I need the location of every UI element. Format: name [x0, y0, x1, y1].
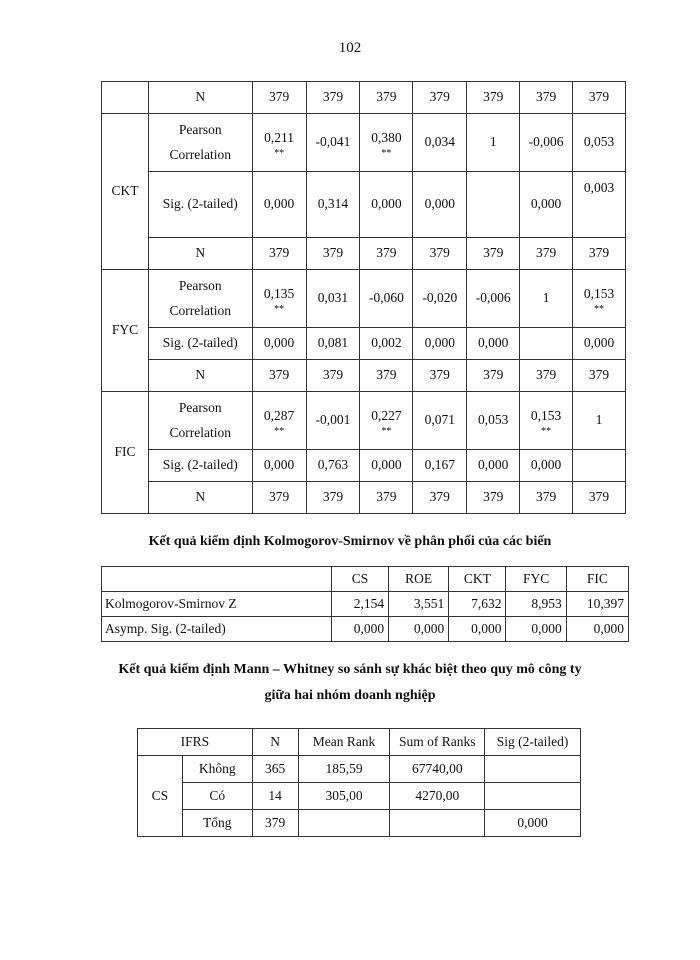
- value-cell: [252, 238, 306, 270]
- value-text: 379: [268, 489, 290, 505]
- value-text: 379: [535, 89, 557, 105]
- table-row: [102, 617, 629, 642]
- significance-stars: **: [381, 425, 392, 437]
- value-text: 1: [489, 134, 497, 150]
- value-cell: [573, 238, 626, 270]
- value-text: 0,002: [371, 335, 402, 351]
- value-cell: [573, 482, 626, 514]
- value-cell: [520, 328, 573, 360]
- header-row: [102, 567, 629, 592]
- value-cell: [520, 114, 573, 172]
- value-cell: [573, 450, 626, 482]
- value-text: 0,000: [530, 457, 562, 473]
- value-cell: [252, 172, 306, 238]
- value-text: 0,000: [371, 196, 402, 212]
- value-cell: [467, 450, 520, 482]
- value-cell: [413, 172, 467, 238]
- table-row: [102, 82, 626, 114]
- value-text: 0,031: [317, 290, 349, 306]
- value-cell: 4270,00: [390, 783, 485, 810]
- value-cell: [252, 270, 306, 328]
- value-cell: [413, 238, 467, 270]
- value-text: 0,211: [264, 130, 295, 146]
- stat-label-cell: Pearson Correlation: [148, 270, 252, 328]
- value-text: 379: [322, 89, 344, 105]
- value-cell: [573, 360, 626, 392]
- value-cell: [573, 392, 626, 450]
- value-text: 379: [535, 489, 557, 505]
- value-cell: [306, 172, 360, 238]
- table-row: [102, 328, 626, 360]
- value-text: 0,000: [263, 335, 295, 351]
- value-cell: [467, 238, 520, 270]
- value-cell: [467, 392, 520, 450]
- table-row: [102, 360, 626, 392]
- value-text: 379: [535, 245, 557, 261]
- value-cell: 0,000: [506, 617, 566, 642]
- value-cell: 2,154: [331, 592, 388, 617]
- value-cell: [360, 482, 413, 514]
- value-cell: [360, 450, 413, 482]
- value-cell: [360, 328, 413, 360]
- value-cell: [413, 328, 467, 360]
- correlation-table: [101, 81, 626, 514]
- value-text: 379: [429, 367, 450, 383]
- value-cell: [252, 482, 306, 514]
- value-cell: 8,953: [506, 592, 566, 617]
- value-cell: [252, 82, 306, 114]
- value-cell: [485, 783, 581, 810]
- value-text: 0,034: [424, 134, 455, 150]
- stat-label-cell: Pearson Correlation: [148, 392, 252, 450]
- value-text: 0,000: [263, 457, 295, 473]
- column-header: CKT: [449, 567, 506, 592]
- value-text: 0,000: [424, 335, 455, 351]
- value-cell: [413, 392, 467, 450]
- variable-cell: CKT: [102, 114, 149, 270]
- value-cell: [520, 392, 573, 450]
- value-text: 379: [376, 489, 397, 505]
- value-cell: [485, 756, 581, 783]
- value-cell: 3,551: [389, 592, 449, 617]
- column-header: FYC: [506, 567, 566, 592]
- value-text: 0,167: [424, 457, 455, 473]
- value-cell: [306, 238, 360, 270]
- column-header: Mean Rank: [298, 729, 390, 756]
- value-cell: [413, 270, 467, 328]
- stat-label-cell: Sig. (2-tailed): [148, 172, 252, 238]
- value-cell: 0,000: [485, 810, 581, 837]
- value-text: 0,380: [371, 130, 402, 146]
- value-text: 379: [376, 367, 397, 383]
- value-cell: [520, 238, 573, 270]
- header-row: [138, 729, 581, 756]
- value-text: 0,000: [478, 457, 509, 473]
- value-cell: [413, 450, 467, 482]
- value-cell: [306, 82, 360, 114]
- column-header: ROE: [389, 567, 449, 592]
- value-text: 379: [588, 489, 610, 505]
- table-row: [138, 810, 581, 837]
- column-header: [102, 567, 332, 592]
- value-text: 379: [322, 489, 344, 505]
- stat-label-cell: N: [148, 238, 252, 270]
- value-cell: [306, 270, 360, 328]
- value-cell: [413, 360, 467, 392]
- value-cell: [467, 360, 520, 392]
- value-text: 379: [588, 367, 610, 383]
- value-cell: [467, 82, 520, 114]
- value-cell: [252, 360, 306, 392]
- value-text: 379: [588, 245, 610, 261]
- value-text: 0,000: [583, 335, 615, 351]
- value-text: 0,227: [371, 408, 402, 424]
- value-text: 379: [535, 367, 557, 383]
- value-cell: [467, 172, 520, 238]
- value-cell: [413, 114, 467, 172]
- table-row: [102, 450, 626, 482]
- variable-cell: FYC: [102, 270, 149, 392]
- value-cell: 67740,00: [390, 756, 485, 783]
- significance-stars: **: [541, 425, 552, 437]
- value-text: 0,135: [263, 286, 295, 302]
- value-cell: [413, 482, 467, 514]
- row-label: Tổng: [182, 810, 252, 837]
- value-text: 0,763: [317, 457, 349, 473]
- value-cell: 14: [252, 783, 298, 810]
- stat-label-cell: Sig. (2-tailed): [148, 328, 252, 360]
- value-cell: [360, 82, 413, 114]
- table-row: [102, 270, 626, 328]
- significance-stars: **: [274, 425, 285, 437]
- value-text: 379: [483, 367, 504, 383]
- value-cell: [360, 360, 413, 392]
- value-cell: [520, 482, 573, 514]
- stat-label-cell: Sig. (2-tailed): [148, 450, 252, 482]
- variable-cell: [102, 82, 149, 114]
- table-row: [138, 756, 581, 783]
- stat-label-cell: N: [148, 82, 252, 114]
- value-text: 0,314: [317, 196, 349, 212]
- value-text: 1: [542, 290, 550, 306]
- value-text: 0,053: [583, 134, 615, 150]
- mw-title-line1: Kết quả kiểm định Mann – Whitney so sánh sự khác biệt theo quy mô công ty: [118, 662, 582, 677]
- value-cell: [306, 360, 360, 392]
- ks-title: Kết quả kiểm định Kolmogorov-Smirnov về phân phối của các biến: [148, 534, 552, 549]
- value-text: 379: [268, 367, 290, 383]
- row-label: Asymp. Sig. (2-tailed): [102, 617, 332, 642]
- value-cell: [520, 82, 573, 114]
- group-cell: CS: [138, 756, 183, 837]
- value-cell: [306, 328, 360, 360]
- stat-label-cell: N: [148, 360, 252, 392]
- value-text: 379: [429, 89, 450, 105]
- value-cell: [467, 328, 520, 360]
- value-text: 0,000: [263, 196, 295, 212]
- row-label: Kolmogorov-Smirnov Z: [102, 592, 332, 617]
- row-label: Không: [182, 756, 252, 783]
- value-cell: [360, 172, 413, 238]
- value-cell: [573, 270, 626, 328]
- value-text: -0,001: [315, 412, 351, 428]
- table-row: [102, 592, 629, 617]
- value-text: 0,153: [583, 286, 615, 302]
- value-cell: [520, 172, 573, 238]
- value-text: 379: [376, 245, 397, 261]
- value-cell: [252, 114, 306, 172]
- value-cell: [298, 810, 390, 837]
- value-cell: [360, 392, 413, 450]
- value-text: -0,020: [422, 290, 458, 306]
- significance-stars: **: [381, 147, 392, 159]
- value-cell: [520, 270, 573, 328]
- value-cell: [467, 482, 520, 514]
- value-text: 379: [376, 89, 397, 105]
- column-header: Sum of Ranks: [390, 729, 485, 756]
- table-row: [102, 392, 626, 450]
- column-header: N: [252, 729, 298, 756]
- value-cell: [306, 482, 360, 514]
- value-cell: 305,00: [298, 783, 390, 810]
- column-header: FIC: [566, 567, 628, 592]
- value-cell: [467, 114, 520, 172]
- value-cell: [520, 360, 573, 392]
- value-cell: 0,000: [331, 617, 388, 642]
- value-text: -0,060: [368, 290, 404, 306]
- significance-stars: **: [594, 303, 605, 315]
- value-text: 379: [322, 367, 344, 383]
- value-text: 0,000: [371, 457, 402, 473]
- value-cell: 365: [252, 756, 298, 783]
- value-cell: [306, 450, 360, 482]
- value-cell: [360, 238, 413, 270]
- value-cell: 379: [252, 810, 298, 837]
- value-text: 0,000: [424, 196, 455, 212]
- value-cell: [573, 172, 626, 238]
- column-header: CS: [331, 567, 388, 592]
- variable-cell: FIC: [102, 392, 149, 514]
- value-text: 0,053: [478, 412, 509, 428]
- page-number: 102: [338, 40, 362, 56]
- value-cell: 10,397: [566, 592, 628, 617]
- value-cell: [252, 392, 306, 450]
- value-text: 0,003: [583, 180, 615, 195]
- value-text: 379: [429, 489, 450, 505]
- value-text: 379: [483, 89, 504, 105]
- table-row: [102, 238, 626, 270]
- value-text: -0,006: [528, 134, 564, 150]
- table-row: [138, 783, 581, 810]
- value-cell: [390, 810, 485, 837]
- value-cell: [520, 450, 573, 482]
- significance-stars: **: [274, 147, 285, 159]
- value-cell: [413, 82, 467, 114]
- value-cell: [360, 270, 413, 328]
- value-text: 379: [483, 489, 504, 505]
- value-text: 0,287: [263, 408, 295, 424]
- stat-label-cell: N: [148, 482, 252, 514]
- value-text: 0,000: [530, 196, 562, 212]
- ks-table: [101, 566, 629, 642]
- value-cell: [573, 328, 626, 360]
- table-row: [102, 114, 626, 172]
- value-cell: [360, 114, 413, 172]
- value-cell: 7,632: [449, 592, 506, 617]
- value-text: 379: [483, 245, 504, 261]
- value-text: 0,153: [530, 408, 562, 424]
- value-cell: 185,59: [298, 756, 390, 783]
- value-cell: [306, 114, 360, 172]
- stat-label-cell: Pearson Correlation: [148, 114, 252, 172]
- table-row: [102, 482, 626, 514]
- row-label: Có: [182, 783, 252, 810]
- value-cell: [306, 392, 360, 450]
- value-cell: 0,000: [449, 617, 506, 642]
- significance-stars: **: [274, 303, 285, 315]
- value-text: -0,006: [475, 290, 511, 306]
- value-text: 379: [588, 89, 610, 105]
- value-cell: [252, 328, 306, 360]
- value-text: 0,000: [478, 335, 509, 351]
- table-row: [102, 172, 626, 238]
- value-cell: [252, 450, 306, 482]
- value-cell: 0,000: [389, 617, 449, 642]
- value-text: 379: [429, 245, 450, 261]
- value-cell: [573, 114, 626, 172]
- value-text: 1: [595, 412, 603, 428]
- value-text: -0,041: [315, 134, 351, 150]
- value-cell: 0,000: [566, 617, 628, 642]
- column-header: Sig (2-tailed): [485, 729, 581, 756]
- value-text: 0,071: [424, 412, 455, 428]
- mann-whitney-table: [137, 728, 581, 837]
- value-text: 379: [268, 245, 290, 261]
- column-header: IFRS: [138, 729, 253, 756]
- value-cell: [467, 270, 520, 328]
- value-cell: [573, 82, 626, 114]
- value-text: 379: [322, 245, 344, 261]
- value-text: 379: [268, 89, 290, 105]
- mw-title-line2: giữa hai nhóm doanh nghiệp: [264, 688, 436, 703]
- value-text: 0,081: [317, 335, 349, 351]
